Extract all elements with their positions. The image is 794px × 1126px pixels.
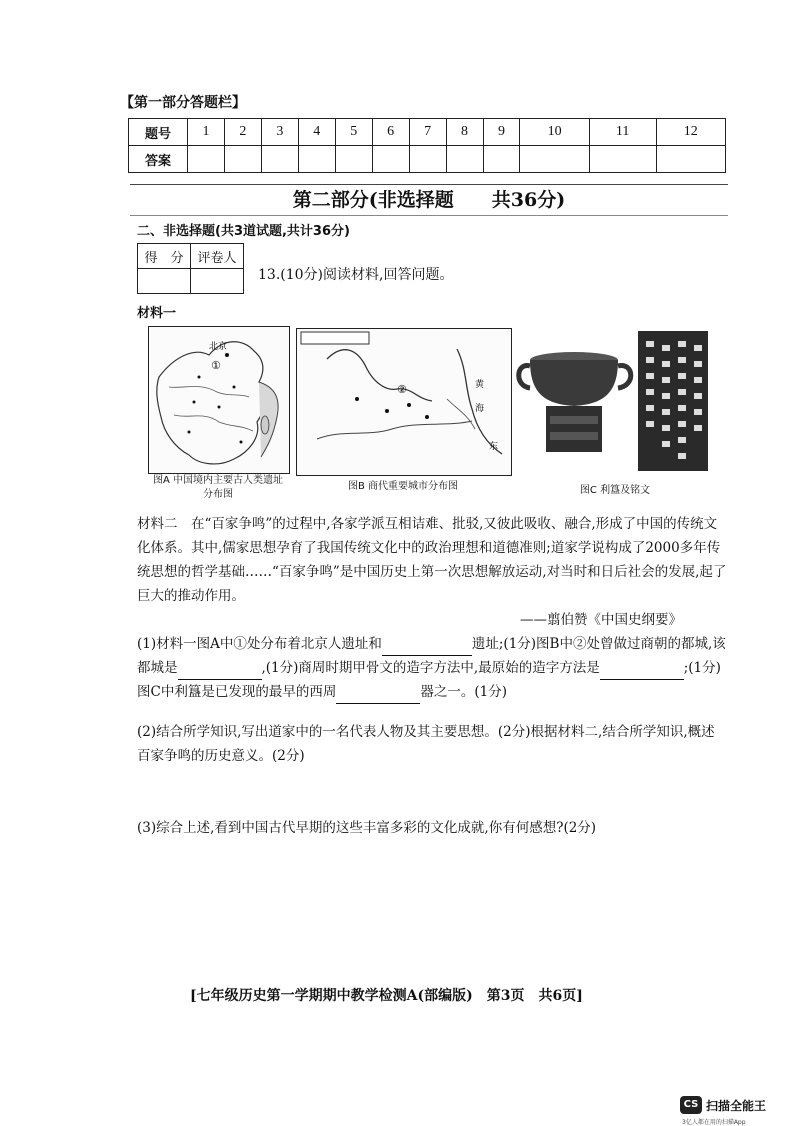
grader-cell[interactable] — [191, 269, 244, 294]
score-cell[interactable] — [138, 269, 191, 294]
question-number: 11 — [589, 119, 656, 146]
answer-cell[interactable] — [298, 146, 335, 173]
question-number: 9 — [483, 119, 520, 146]
question-number: 6 — [372, 119, 409, 146]
caption-figure-c: 图C 利簋及铭文 — [579, 485, 651, 496]
caption-figure-a: 图A 中国境内主要古人类遗址分布图 — [152, 475, 284, 500]
answer-grid — [128, 118, 726, 173]
question-number: 8 — [446, 119, 483, 146]
q1-part-b: 遗址;(1分)图B中②处曾做过商朝的都城,该都城是 — [137, 636, 726, 676]
question-number: 12 — [656, 119, 725, 146]
q1-part-e: 器之一。(1分) — [420, 684, 507, 700]
figure-a-map — [148, 326, 290, 474]
question-number: 3 — [261, 119, 298, 146]
map-b-label-dong: 东 — [489, 442, 499, 452]
material-2-text: 材料二 在“百家争鸣”的过程中,各家学派互相诘难、批驳,又彼此吸收、融合,形成了中国的传统文化体系。其中,儒家思想孕育了我国传统文化中的政治理想和道德准则;道家学说构成了2000多年传统思想的哲学基础……“百家争鸣”是中国历史上第一次思想解放运动,对当时和日后社会的发展,起了巨大的推动作用。 — [137, 516, 727, 604]
row-label-answer: 答案 — [129, 146, 188, 173]
map-a-drawing — [149, 327, 289, 473]
inscription-rubbing — [638, 331, 708, 471]
answer-cell[interactable] — [261, 146, 298, 173]
question-13-title: 13.(10分)阅读材料,回答问题。 — [258, 267, 454, 283]
q1-part-a: (1)材料一图A中①处分布着北京人遗址和 — [137, 636, 382, 652]
grader-label: 评卷人 — [191, 244, 244, 269]
section-heading: 二、非选择题(共3道试题,共计36分) — [137, 224, 350, 239]
question-number: 5 — [335, 119, 372, 146]
answer-cell[interactable] — [446, 146, 483, 173]
material-1-label: 材料一 — [137, 306, 177, 321]
answer-cell[interactable] — [656, 146, 725, 173]
question-3: (3)综合上述,看到中国古代早期的这些丰富多彩的文化成就,你有何感想?(2分) — [137, 820, 597, 836]
question-number: 1 — [188, 119, 225, 146]
answer-cell[interactable] — [224, 146, 261, 173]
li-gui-vessel-image — [516, 336, 634, 460]
map-b-marker-2: ② — [397, 383, 407, 396]
answer-cell[interactable] — [335, 146, 372, 173]
answer-row — [129, 146, 726, 173]
number-row — [129, 119, 726, 146]
q1-part-d: ;(1分)图C中利簋是已发现的最早的西周 — [137, 660, 721, 700]
question-number: 7 — [409, 119, 446, 146]
q1-blank-2[interactable] — [178, 663, 262, 680]
map-a-marker-1: ① — [211, 359, 221, 372]
question-2: (2)结合所学知识,写出道家中的一名代表人物及其主要思想。(2分)根据材料二,结合所学知识,概述百家争鸣的历史意义。(2分) — [137, 724, 715, 764]
score-label: 得 分 — [138, 244, 191, 269]
answer-cell[interactable] — [483, 146, 520, 173]
question-number: 2 — [224, 119, 261, 146]
answer-cell[interactable] — [188, 146, 225, 173]
caption-figure-b: 图B 商代重要城市分布图 — [347, 481, 459, 492]
answer-cell[interactable] — [372, 146, 409, 173]
answer-cell[interactable] — [520, 146, 589, 173]
part2-title: 第二部分(非选择题 共36分) — [130, 184, 728, 216]
map-a-label-beijing: 北京 — [209, 342, 228, 352]
figure-c-inscription — [638, 331, 708, 471]
q1-part-c: ,(1分)商周时期甲骨文的造字方法中,最原始的造字方法是 — [261, 660, 600, 676]
q1-blank-4[interactable] — [336, 687, 420, 704]
figure-c-vessel — [516, 336, 634, 460]
map-b-label-hai: 海 — [475, 404, 485, 414]
q1-blank-3[interactable] — [600, 663, 684, 680]
map-b-label-huang: 黄 — [475, 380, 485, 390]
q1-blank-1[interactable] — [382, 639, 472, 656]
figure-b-map — [296, 328, 512, 476]
question-1 — [137, 632, 727, 704]
part1-header: 【第一部分答题栏】 — [120, 95, 246, 111]
score-box — [137, 243, 244, 294]
answer-cell[interactable] — [409, 146, 446, 173]
scanner-logo: CS — [680, 1096, 702, 1114]
question-number: 4 — [298, 119, 335, 146]
scanner-name: 扫描全能王 — [706, 1099, 767, 1113]
material-2-source: ——翦伯赞《中国史纲要》 — [520, 612, 682, 628]
question-number: 10 — [520, 119, 589, 146]
page-footer: [七年级历史第一学期期中教学检测A(部编版) 第3页 共6页] — [190, 988, 583, 1004]
row-label-number: 题号 — [129, 119, 188, 146]
map-b-drawing — [297, 329, 511, 475]
answer-cell[interactable] — [589, 146, 656, 173]
scanner-tagline: 3亿人都在用的扫描App — [682, 1119, 746, 1126]
